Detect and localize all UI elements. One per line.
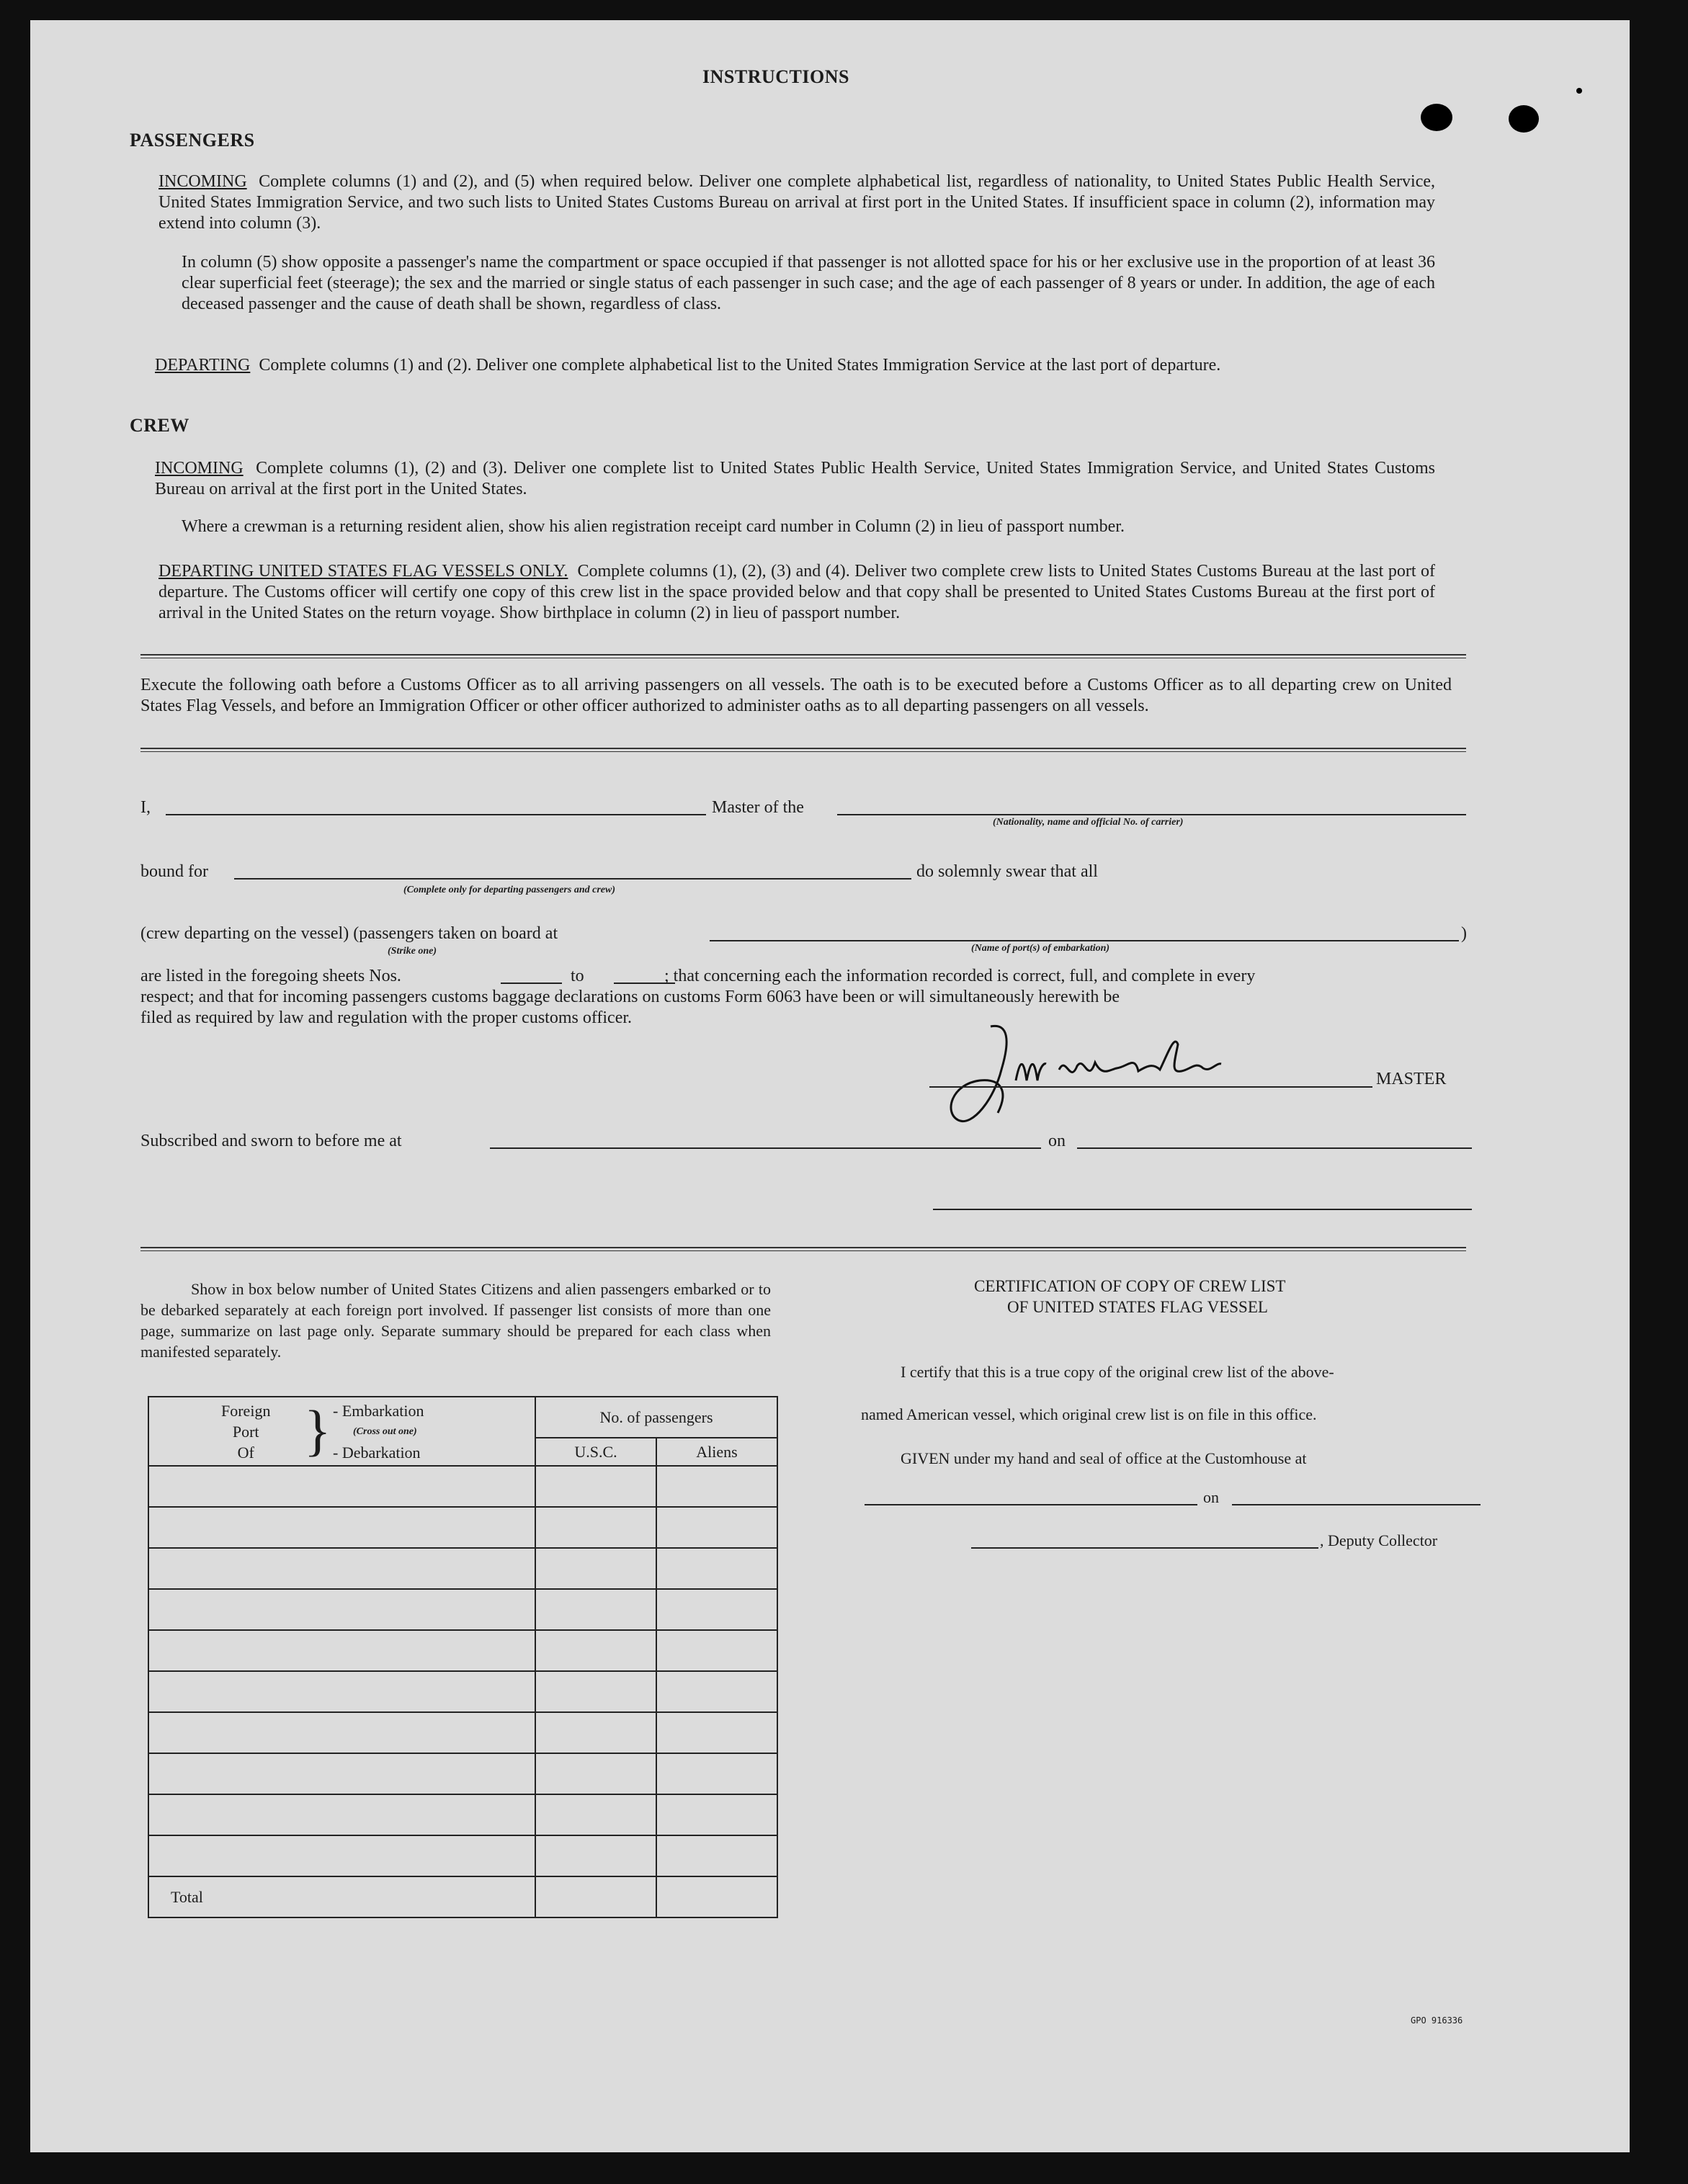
port-cell[interactable] — [148, 1794, 535, 1835]
passengers-heading: PASSENGERS — [130, 130, 255, 151]
port-cell[interactable] — [148, 1466, 535, 1507]
usc-total-cell[interactable] — [535, 1876, 656, 1917]
usc-cell[interactable] — [535, 1466, 656, 1507]
usc-cell[interactable] — [535, 1712, 656, 1753]
embarkation-port-field[interactable] — [710, 940, 1459, 941]
port-cell[interactable] — [148, 1671, 535, 1712]
usc-cell[interactable] — [535, 1753, 656, 1794]
sheet-from-field[interactable] — [501, 983, 562, 984]
passengers-incoming-paragraph — [158, 171, 1435, 234]
instructions-title: INSTRUCTIONS — [702, 66, 849, 87]
aliens-cell[interactable] — [656, 1630, 777, 1671]
table-row — [148, 1835, 777, 1876]
listed-text-start: are listed in the foregoing sheets Nos. — [140, 967, 401, 985]
sworn-on-label: on — [1048, 1132, 1066, 1150]
table-row — [148, 1753, 777, 1794]
port-header-cell — [148, 1397, 535, 1466]
usc-cell[interactable] — [535, 1671, 656, 1712]
section-divider — [140, 654, 1466, 658]
foreign-label: Foreign — [221, 1402, 271, 1420]
table-row — [148, 1548, 777, 1589]
punch-hole-mark — [1421, 104, 1452, 131]
punch-hole-mark — [1509, 105, 1539, 133]
master-name-field[interactable] — [166, 814, 706, 815]
usc-header: U.S.C. — [535, 1438, 656, 1466]
usc-cell[interactable] — [535, 1548, 656, 1589]
subscribed-label: Subscribed and sworn to before me at — [140, 1132, 402, 1150]
aliens-cell[interactable] — [656, 1548, 777, 1589]
aliens-cell[interactable] — [656, 1466, 777, 1507]
sworn-date-field[interactable] — [1077, 1147, 1472, 1149]
listed-line-3: filed as required by law and regulation with the proper customs officer. — [140, 1008, 633, 1027]
port-cell[interactable] — [148, 1835, 535, 1876]
summary-instructions: Show in box below number of United States Citizens and alien passengers embarked or to be debarked separately at each foreign port involved. If passenger list consists of more than one page, summarize on last page only. Separate summary should be prepared for each class when manifested separately. — [140, 1280, 771, 1361]
passengers-incoming-text: Complete columns (1) and (2), and (5) when required below. Deliver one complete alphabetical list, regardless of nationality, to United States Public Health Service, United States Immigration Service, and two such lists to United States Customs Bureau on arrival at first port in the United States. If insufficient space in column (2), information may extend into column (3). — [158, 172, 1436, 233]
passengers-incoming-label: INCOMING — [158, 172, 247, 191]
embark-debark-options — [333, 1400, 424, 1463]
passengers-departing-paragraph — [155, 355, 1435, 376]
swear-text: do solemnly swear that all — [916, 862, 1098, 881]
deputy-collector-label: , Deputy Collector — [1320, 1531, 1438, 1549]
certification-on-label: on — [1203, 1488, 1219, 1506]
table-row — [148, 1794, 777, 1835]
section-divider — [140, 748, 1466, 752]
oath-intro: Execute the following oath before a Customs Officer as to all arriving passengers on all vessels. The oath is to be executed before a Customs Officer as to all departing crew on United States Flag Vessels, and before an Immigration Officer or other officer authorized to administer oaths as to all departing passengers on all vessels. — [140, 676, 1452, 715]
aliens-total-cell[interactable] — [656, 1876, 777, 1917]
certification-line-1: I certify that this is a true copy of the original crew list of the above- — [901, 1363, 1334, 1381]
passengers-departing-text: Complete columns (1) and (2). Deliver one complete alphabetical list to the United States Immigration Service at the last port of departure. — [259, 356, 1221, 375]
strike-one-caption: (Strike one) — [388, 946, 437, 957]
crew-departing-label: DEPARTING UNITED STATES FLAG VESSELS ONLY. — [158, 562, 568, 581]
aliens-cell[interactable] — [656, 1589, 777, 1630]
port-cell[interactable] — [148, 1712, 535, 1753]
cross-out-caption: (Cross out one) — [353, 1426, 417, 1437]
table-row — [148, 1712, 777, 1753]
bound-for-caption: (Complete only for departing passengers and crew) — [403, 885, 615, 895]
port-cell[interactable] — [148, 1753, 535, 1794]
table-row — [148, 1466, 777, 1507]
deputy-collector-field[interactable] — [971, 1547, 1318, 1549]
crew-heading: CREW — [130, 415, 189, 436]
usc-cell[interactable] — [535, 1835, 656, 1876]
crew-departing-text: Complete columns (1), (2), (3) and (4). Deliver two complete crew lists to United States Customs Bureau at the last port of departure. The Customs officer will certify one copy of this crew list in the space provided below and that copy shall be presented to United States Customs Bureau at the first port of arrival in the United States on the return voyage. Show birthplace in column (2) in lieu of passport number. — [158, 562, 1435, 622]
port-cell[interactable] — [148, 1548, 535, 1589]
port-cell[interactable] — [148, 1630, 535, 1671]
brace-glyph: } — [304, 1399, 331, 1462]
aliens-cell[interactable] — [656, 1507, 777, 1548]
certification-line-3: GIVEN under my hand and seal of office at the Customhouse at — [901, 1449, 1307, 1467]
total-row — [148, 1876, 777, 1917]
table-row — [148, 1671, 777, 1712]
bound-for-label: bound for — [140, 862, 208, 881]
table-row — [148, 1589, 777, 1630]
aliens-cell[interactable] — [656, 1671, 777, 1712]
crew-incoming-text: Complete columns (1), (2) and (3). Deliver one complete list to United States Public Health Service, United States Immigration Service, and United States Customs Bureau on arrival at the first port in the United States. — [155, 459, 1435, 498]
table-header-row — [148, 1397, 777, 1438]
listed-line-2: respect; and that for incoming passengers customs baggage declarations on customs Form 6063 have been or will simultaneously herewith be — [140, 988, 1120, 1006]
crew-incoming-label: INCOMING — [155, 459, 244, 478]
speck-mark — [1576, 88, 1582, 94]
sworn-location-field[interactable] — [490, 1147, 1041, 1149]
footer-code: GPO 916336 — [1411, 2015, 1463, 2026]
closing-paren: ) — [1461, 924, 1467, 943]
usc-cell[interactable] — [535, 1630, 656, 1671]
port-caption: (Name of port(s) of embarkation) — [971, 943, 1110, 954]
crew-resident-text: Where a crewman is a returning resident alien, show his alien registration receipt card number in Column (2) in lieu of passport number. — [182, 517, 1125, 536]
master-signature — [929, 1012, 1362, 1142]
signature-line — [929, 1086, 1372, 1088]
customhouse-field[interactable] — [865, 1504, 1197, 1505]
table-row — [148, 1630, 777, 1671]
passenger-summary-table — [148, 1396, 778, 1918]
passengers-departing-label: DEPARTING — [155, 356, 251, 375]
certification-title-1: CERTIFICATION OF COPY OF CREW LIST — [974, 1277, 1286, 1295]
of-label: Of — [237, 1444, 254, 1462]
carrier-caption: (Nationality, name and official No. of carrier) — [993, 817, 1184, 828]
certification-title-2: OF UNITED STATES FLAG VESSEL — [1007, 1298, 1268, 1316]
crew-passengers-text: (crew departing on the vessel) (passengers taken on board at — [140, 924, 558, 943]
listed-text-end: ; that concerning each the information recorded is correct, full, and complete in every — [664, 967, 1256, 985]
total-label: Total — [148, 1876, 535, 1917]
aliens-cell[interactable] — [656, 1835, 777, 1876]
port-cell[interactable] — [148, 1589, 535, 1630]
crew-departing-paragraph — [158, 561, 1435, 624]
bound-for-field[interactable] — [234, 878, 911, 880]
usc-cell[interactable] — [535, 1589, 656, 1630]
certification-line-2: named American vessel, which original crew list is on file in this office. — [861, 1405, 1317, 1423]
certification-date-field[interactable] — [1232, 1504, 1481, 1505]
crew-incoming-paragraph — [155, 458, 1435, 500]
listed-to-label: to — [571, 967, 584, 985]
no-passengers-header: No. of passengers — [535, 1397, 777, 1438]
section-divider — [140, 1247, 1466, 1251]
master-label: MASTER — [1376, 1070, 1447, 1088]
usc-cell[interactable] — [535, 1794, 656, 1835]
debarkation-option[interactable]: - Debarkation — [333, 1444, 421, 1462]
port-label: Port — [232, 1423, 259, 1441]
table-row — [148, 1507, 777, 1548]
foreign-port-of — [221, 1400, 270, 1463]
master-of-the-label: Master of the — [712, 798, 804, 817]
column5-paragraph: In column (5) show opposite a passenger's name the compartment or space occupied if that passenger is not allotted space for his or her exclusive use in the proportion of at least 36 clear superficial feet (steerage); the sex and the married or single status of each passenger in such case; and the age of each passenger of 8 years or under. In addition, the age of each deceased passenger and the cause of death shall be shown, regardless of class. — [182, 253, 1435, 313]
port-cell[interactable] — [148, 1507, 535, 1548]
aliens-cell[interactable] — [656, 1794, 777, 1835]
embarkation-option[interactable]: - Embarkation — [333, 1402, 424, 1420]
aliens-cell[interactable] — [656, 1712, 777, 1753]
usc-cell[interactable] — [535, 1507, 656, 1548]
oath-i-label: I, — [140, 798, 151, 817]
officer-signature-field[interactable] — [933, 1209, 1472, 1210]
aliens-cell[interactable] — [656, 1753, 777, 1794]
aliens-header: Aliens — [656, 1438, 777, 1466]
carrier-field[interactable] — [837, 814, 1466, 815]
